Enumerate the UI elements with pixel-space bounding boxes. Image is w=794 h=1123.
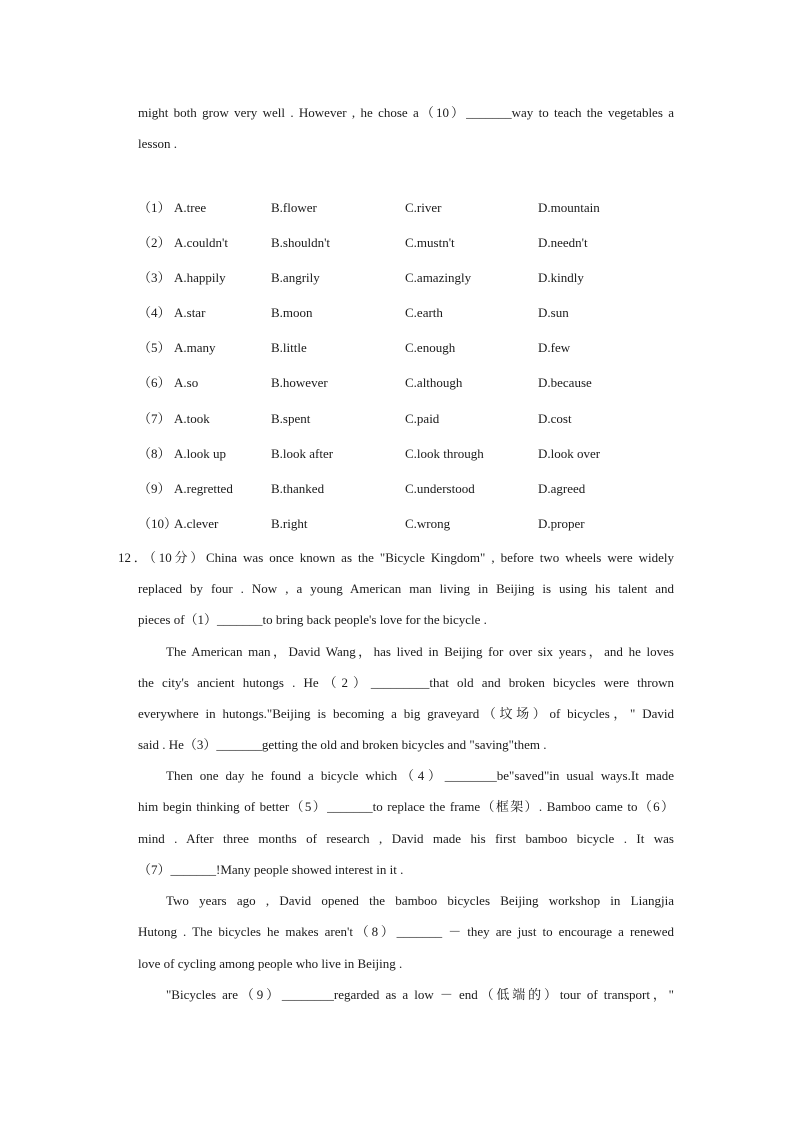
option-row: [138, 199, 678, 217]
option-d: D.cost: [538, 411, 572, 426]
option-c: C.mustn't: [405, 235, 455, 250]
passage-line: "Bicycles are（9）________regarded as a low － end（低端的）tour of transport，": [166, 987, 674, 1002]
passage-line: Two years ago , David opened the bamboo bicycles Beijing workshop in Liangjia: [166, 893, 674, 908]
option-number: （6）: [138, 375, 171, 390]
option-d: D.because: [538, 375, 592, 390]
passage-line: mind . After three months of research , David made his first bamboo bicycle . It was: [138, 831, 674, 846]
passage-line: him begin thinking of better（5）_______to replace the frame（框架）. Bamboo came to（6）: [138, 799, 674, 814]
option-b: B.spent: [271, 411, 311, 426]
option-d: D.sun: [538, 305, 569, 320]
option-a: A.took: [174, 411, 210, 426]
option-d: D.few: [538, 340, 571, 355]
option-c: C.river: [405, 200, 442, 215]
option-c: C.amazingly: [405, 270, 472, 285]
option-row: [138, 269, 678, 287]
option-c: C.earth: [405, 305, 443, 320]
passage-line: Hutong . The bicycles he makes aren't（8）_______ － they are just to encourage a renewed: [138, 924, 674, 939]
option-number: （4）: [138, 305, 171, 320]
option-row: [138, 410, 678, 428]
option-b: B.right: [271, 516, 308, 531]
option-a: A.many: [174, 340, 216, 355]
option-c: C.look through: [405, 446, 484, 461]
option-row: [138, 445, 678, 463]
option-b: B.shouldn't: [271, 235, 331, 250]
option-d: D.proper: [538, 516, 585, 531]
option-c: C.understood: [405, 481, 475, 496]
option-d: D.needn't: [538, 235, 588, 250]
passage-line: everywhere in hutongs."Beijing is becoming a big graveyard（坟场）of bicycles，" David: [138, 706, 674, 721]
option-c: C.enough: [405, 340, 456, 355]
option-d: D.kindly: [538, 270, 584, 285]
question-heading: 12．（10分）China was once known as the "Bicycle Kingdom" , before two wheels were widely: [118, 550, 674, 565]
option-number: （5）: [138, 340, 171, 355]
option-b: B.however: [271, 375, 328, 390]
option-number: （2）: [138, 235, 171, 250]
option-a: A.tree: [174, 200, 207, 215]
passage-line: The American man，David Wang，has lived in Beijing for over six years，and he loves: [166, 644, 674, 659]
option-b: B.look after: [271, 446, 334, 461]
option-d: D.mountain: [538, 200, 600, 215]
option-b: B.thanked: [271, 481, 325, 496]
option-number: （7）: [138, 411, 171, 426]
option-b: B.flower: [271, 200, 317, 215]
option-number: （1）: [138, 200, 171, 215]
option-b: B.little: [271, 340, 307, 355]
option-a: A.so: [174, 375, 199, 390]
option-row: [138, 480, 678, 498]
passage-line: love of cycling among people who live in Beijing .: [138, 956, 403, 971]
option-c: C.paid: [405, 411, 440, 426]
passage-line: （7）_______!Many people showed interest in it .: [138, 862, 404, 877]
passage-line: Then one day he found a bicycle which（4）________be"saved"in usual ways.It made: [166, 768, 674, 783]
option-row: [138, 339, 678, 357]
option-d: D.look over: [538, 446, 601, 461]
passage-line: replaced by four . Now , a young American man living in Beijing is using his talent and: [138, 581, 674, 596]
option-a: A.clever: [174, 516, 219, 531]
option-number: （9）: [138, 481, 171, 496]
passage-line: said . He（3）_______getting the old and broken bicycles and "saving"them .: [138, 737, 547, 752]
passage-line: pieces of（1）_______to bring back people's love for the bicycle .: [138, 612, 487, 627]
option-c: C.although: [405, 375, 463, 390]
option-a: A.couldn't: [174, 235, 228, 250]
option-b: B.angrily: [271, 270, 320, 285]
option-a: A.star: [174, 305, 206, 320]
option-a: A.regretted: [174, 481, 233, 496]
option-a: A.happily: [174, 270, 226, 285]
option-row: [138, 234, 678, 252]
passage-line: the city's ancient hutongs . He（2）_________that old and broken bicycles were thrown: [138, 675, 674, 690]
option-b: B.moon: [271, 305, 313, 320]
passage-line: might both grow very well . However , he chose a（10）_______way to teach the vegetables a: [138, 105, 674, 120]
option-d: D.agreed: [538, 481, 586, 496]
option-number: （3）: [138, 270, 171, 285]
passage-line: lesson .: [138, 136, 177, 151]
option-number: （10）: [138, 516, 178, 531]
option-row: [138, 304, 678, 322]
option-row: [138, 515, 678, 533]
option-row: [138, 374, 678, 392]
option-number: （8）: [138, 446, 171, 461]
option-a: A.look up: [174, 446, 226, 461]
option-c: C.wrong: [405, 516, 451, 531]
